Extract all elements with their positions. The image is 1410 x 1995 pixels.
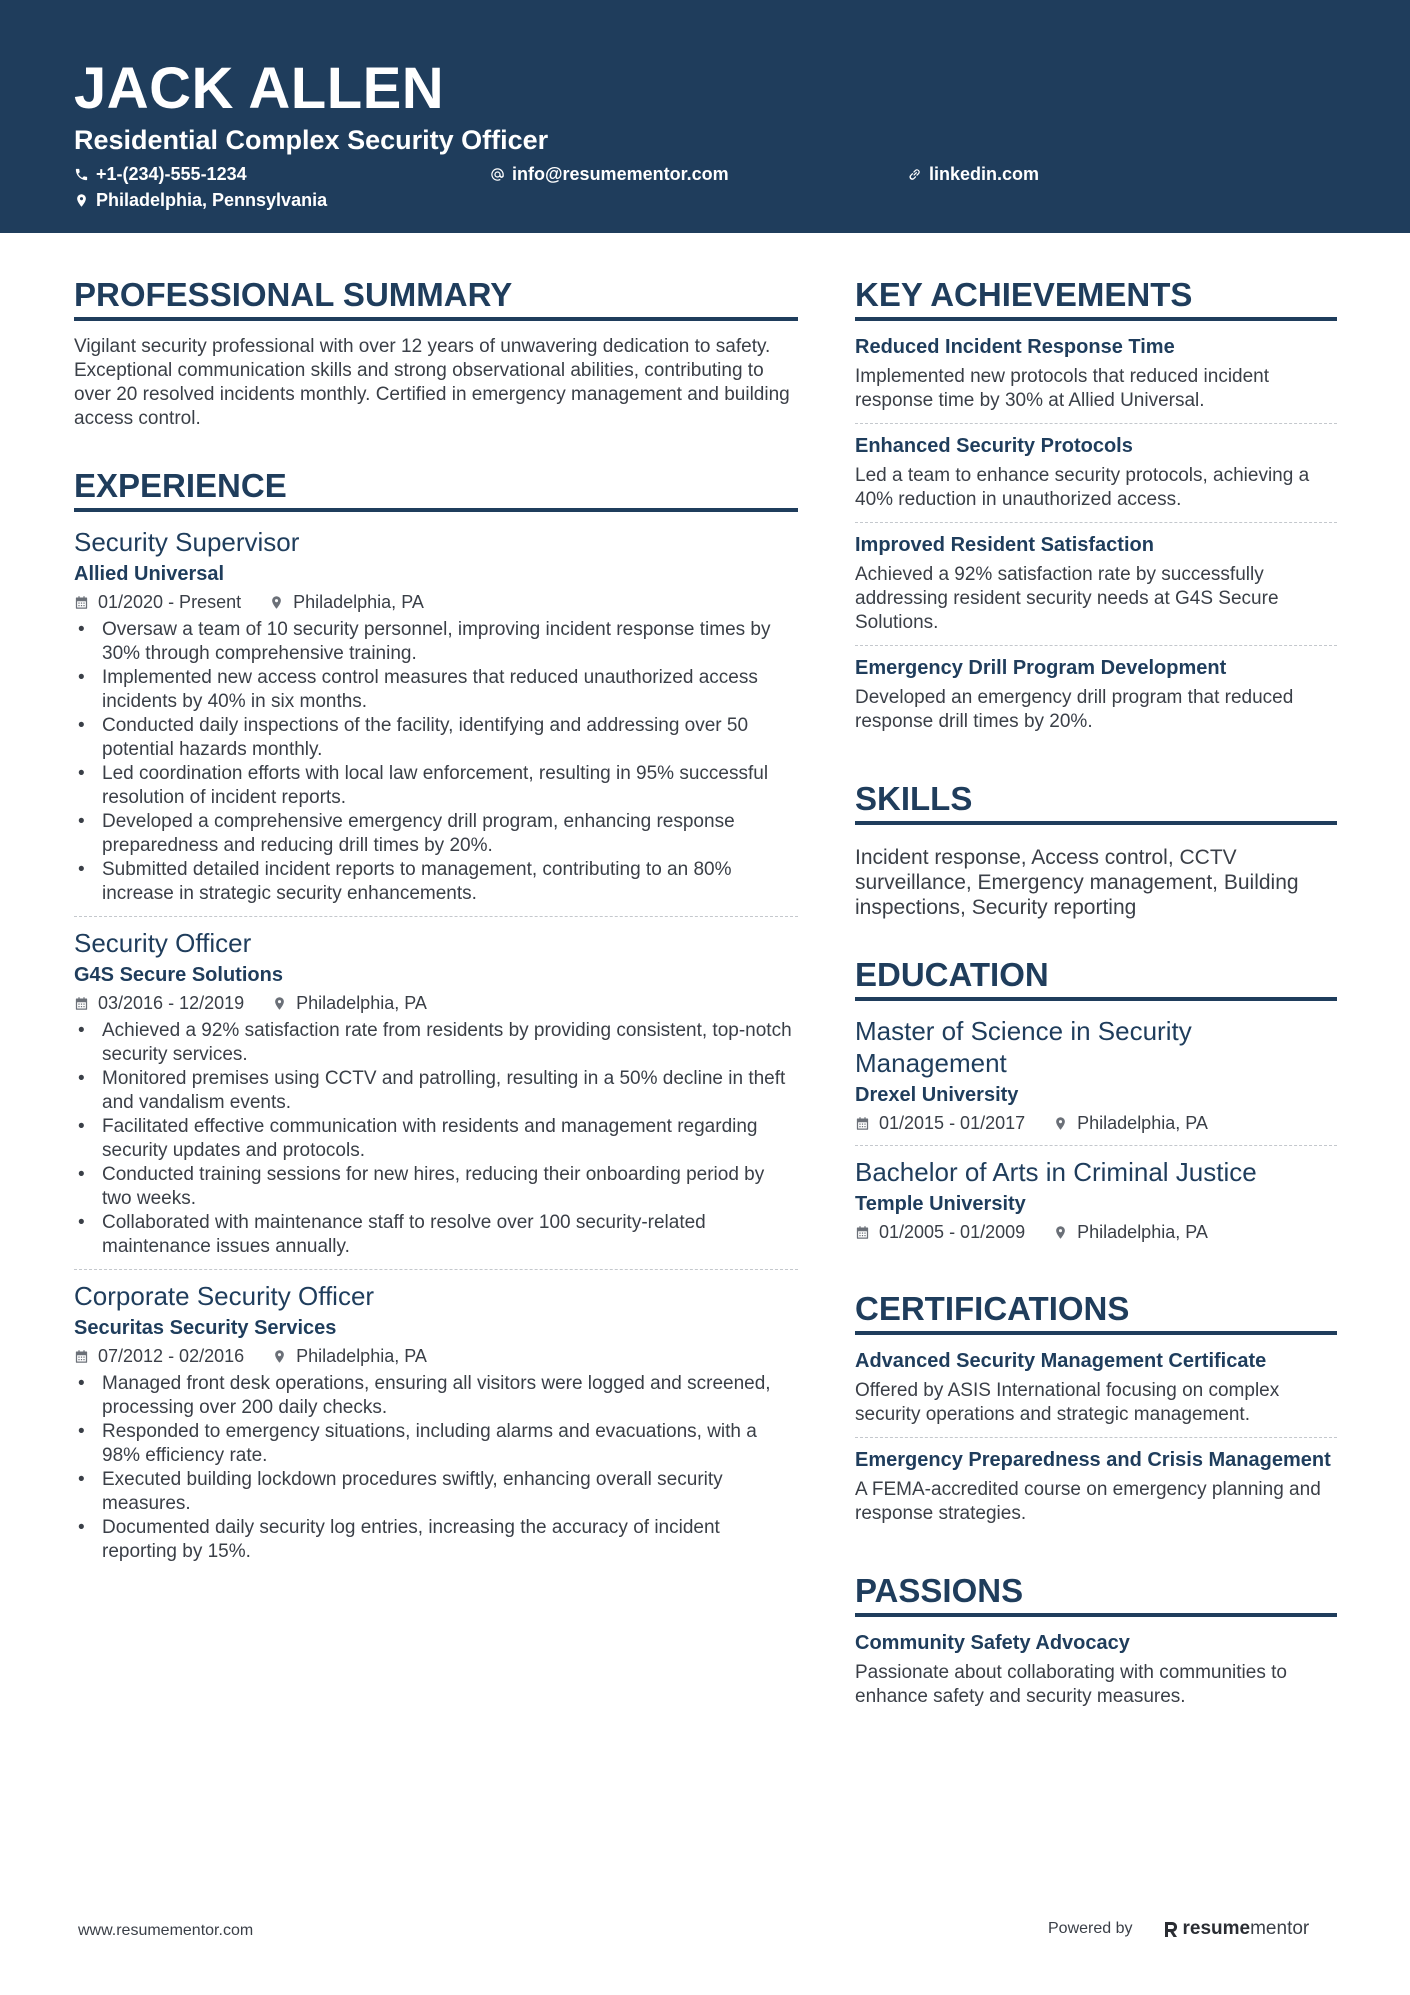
education-location [1053, 1218, 1208, 1246]
contact-email-text: info@resumementor.com [512, 164, 729, 184]
brand-name-bold: resume [1182, 1918, 1251, 1939]
calendar-icon [74, 1349, 89, 1364]
contact-phone-text: +1-(234)-555-1234 [96, 164, 247, 184]
calendar-icon [74, 595, 89, 610]
achievement-item [855, 434, 1337, 523]
education-location [1053, 1109, 1208, 1137]
job-company: Allied Universal [74, 563, 225, 585]
achievement-text: Developed an emergency drill program that reduced response drill times by 20%. [855, 687, 1294, 732]
candidate-title: Residential Complex Security Officer [74, 125, 549, 155]
achievement-title: Emergency Drill Program Development [855, 657, 1227, 679]
education-item [855, 1015, 1337, 1146]
job-meta [74, 588, 798, 616]
job-title: Corporate Security Officer [74, 1281, 375, 1311]
powered-by-label: Powered by [1048, 1920, 1133, 1937]
certification-text: Offered by ASIS International focusing on complex security operations and strategic management. [855, 1380, 1280, 1425]
at-icon [490, 167, 505, 182]
certification-title: Advanced Security Management Certificate [855, 1350, 1267, 1372]
summary-section [74, 278, 798, 431]
experience-heading: EXPERIENCE [74, 469, 798, 512]
list-item: • Led coordination efforts with local law enforcement, resulting in 95% successful resolution of incident reports. [74, 762, 798, 810]
achievement-title: Enhanced Security Protocols [855, 435, 1133, 457]
map-pin-icon [269, 595, 284, 610]
footer-powered-by [1048, 1918, 1309, 1940]
list-item: • Submitted detailed incident reports to management, contributing to an 80% increase in strategic security enhancements. [74, 858, 798, 906]
list-item: • Conducted training sessions for new hires, reducing their onboarding period by two weeks. [74, 1163, 798, 1211]
map-pin-icon [272, 1349, 287, 1364]
certification-text: A FEMA-accredited course on emergency planning and response strategies. [855, 1479, 1321, 1524]
job-entry [74, 1280, 798, 1574]
resume-header [0, 0, 1410, 233]
passion-text: Passionate about collaborating with communities to enhance safety and security measures. [855, 1662, 1287, 1707]
education-location-text: Philadelphia, PA [1077, 1113, 1208, 1133]
skills-section [855, 782, 1337, 920]
certification-item [855, 1349, 1337, 1438]
education-meta [855, 1218, 1337, 1246]
link-icon [907, 167, 922, 182]
left-column [74, 278, 798, 1612]
list-item: • Facilitated effective communication with residents and management regarding security updates and protocols. [74, 1115, 798, 1163]
summary-heading: PROFESSIONAL SUMMARY [74, 278, 798, 321]
education-dates: 01/2015 - 01/2017 [879, 1113, 1026, 1133]
education-degree: Bachelor of Arts in Criminal Justice [855, 1157, 1257, 1187]
list-item: • Developed a comprehensive emergency drill program, enhancing response preparedness and reducing drill times by 20%. [74, 810, 798, 858]
contact-location-text: Philadelphia, Pennsylvania [96, 190, 328, 210]
calendar-icon [74, 996, 89, 1011]
certification-title: Emergency Preparedness and Crisis Management [855, 1449, 1331, 1471]
resumementor-logo-icon [1163, 1921, 1179, 1938]
job-entry [74, 526, 798, 917]
list-item: • Collaborated with maintenance staff to resolve over 100 security-related maintenance issues annually. [74, 1211, 798, 1259]
map-pin-icon [74, 193, 89, 208]
job-title: Security Supervisor [74, 527, 300, 557]
contact-location [74, 191, 327, 209]
job-entry [74, 927, 798, 1270]
brand-logo[interactable] [1163, 1918, 1310, 1940]
job-dates: 07/2012 - 02/2016 [98, 1346, 245, 1366]
certifications-section [855, 1292, 1337, 1536]
job-location-text: Philadelphia, PA [293, 592, 424, 612]
brand-name-rest: mentor [1250, 1918, 1310, 1939]
job-meta [74, 1342, 798, 1370]
map-pin-icon [1053, 1225, 1068, 1240]
map-pin-icon [272, 996, 287, 1011]
skills-heading: SKILLS [855, 782, 1337, 825]
job-title: Security Officer [74, 928, 252, 958]
skills-text: Incident response, Access control, CCTV surveillance, Emergency management, Building inspections, Security reporting [855, 846, 1299, 919]
candidate-name: JACK ALLEN [74, 56, 445, 121]
phone-icon [74, 167, 89, 182]
achievement-text: Achieved a 92% satisfaction rate by successfully addressing resident security needs at G4S Secure Solutions. [855, 564, 1279, 633]
contact-phone[interactable] [74, 165, 247, 183]
achievement-text: Implemented new protocols that reduced incident response time by 30% at Allied Universal. [855, 366, 1270, 411]
job-company: Securitas Security Services [74, 1317, 337, 1339]
achievement-title: Improved Resident Satisfaction [855, 534, 1154, 556]
passions-section [855, 1574, 1337, 1719]
job-company: G4S Secure Solutions [74, 964, 283, 986]
right-column [855, 278, 1337, 1757]
education-school: Drexel University [855, 1084, 1019, 1106]
contact-linkedin-text: linkedin.com [929, 164, 1040, 184]
contact-linkedin[interactable] [907, 165, 1039, 183]
job-location-text: Philadelphia, PA [296, 1346, 427, 1366]
achievements-heading: KEY ACHIEVEMENTS [855, 278, 1337, 321]
map-pin-icon [1053, 1116, 1068, 1131]
list-item: • Executed building lockdown procedures swiftly, enhancing overall security measures. [74, 1468, 798, 1516]
list-item: • Monitored premises using CCTV and patrolling, resulting in a 50% decline in theft and vandalism events. [74, 1067, 798, 1115]
job-location [269, 588, 424, 616]
job-meta [74, 989, 798, 1017]
list-item: • Achieved a 92% satisfaction rate from residents by providing consistent, top-notch security services. [74, 1019, 798, 1067]
education-degree: Master of Science in Security Management [855, 1016, 1192, 1078]
calendar-icon [855, 1116, 870, 1131]
job-location [272, 1342, 427, 1370]
contact-email[interactable] [490, 165, 729, 183]
passions-heading: PASSIONS [855, 1574, 1337, 1617]
job-bullets [74, 1019, 798, 1259]
achievement-item [855, 533, 1337, 646]
achievement-text: Led a team to enhance security protocols, achieving a 40% reduction in unauthorized access. [855, 465, 1310, 510]
education-heading: EDUCATION [855, 958, 1337, 1001]
job-dates: 03/2016 - 12/2019 [98, 993, 245, 1013]
education-meta [855, 1109, 1337, 1137]
job-bullets [74, 1372, 798, 1564]
education-school: Temple University [855, 1193, 1026, 1215]
certification-item [855, 1448, 1337, 1536]
job-dates: 01/2020 - Present [98, 592, 242, 612]
achievement-item [855, 335, 1337, 424]
list-item: • Managed front desk operations, ensuring all visitors were logged and screened, processing over 200 daily checks. [74, 1372, 798, 1420]
footer-website[interactable]: www.resumementor.com [78, 1922, 254, 1939]
job-bullets [74, 618, 798, 906]
job-location-text: Philadelphia, PA [296, 993, 427, 1013]
certifications-heading: CERTIFICATIONS [855, 1292, 1337, 1335]
list-item: • Responded to emergency situations, including alarms and evacuations, with a 98% efficiency rate. [74, 1420, 798, 1468]
passion-item [855, 1631, 1337, 1719]
job-location [272, 989, 427, 1017]
education-item [855, 1156, 1337, 1254]
passion-title: Community Safety Advocacy [855, 1632, 1130, 1654]
list-item: • Conducted daily inspections of the facility, identifying and addressing over 50 potential hazards monthly. [74, 714, 798, 762]
achievements-section [855, 278, 1337, 744]
calendar-icon [855, 1225, 870, 1240]
list-item: • Oversaw a team of 10 security personnel, improving incident response times by 30% through comprehensive training. [74, 618, 798, 666]
experience-section [74, 469, 798, 1574]
education-dates: 01/2005 - 01/2009 [879, 1222, 1026, 1242]
education-location-text: Philadelphia, PA [1077, 1222, 1208, 1242]
list-item: • Documented daily security log entries, increasing the accuracy of incident reporting by 15%. [74, 1516, 798, 1564]
achievement-item [855, 656, 1337, 744]
list-item: • Implemented new access control measures that reduced unauthorized access incidents by 40% in six months. [74, 666, 798, 714]
summary-text: Vigilant security professional with over 12 years of unwavering dedication to safety. Exceptional communication skills and strong observational abilities, contributing to over 20 resolved incidents monthly. Certified in emergency management and building access control. [74, 336, 790, 429]
education-section [855, 958, 1337, 1254]
achievement-title: Reduced Incident Response Time [855, 336, 1175, 358]
